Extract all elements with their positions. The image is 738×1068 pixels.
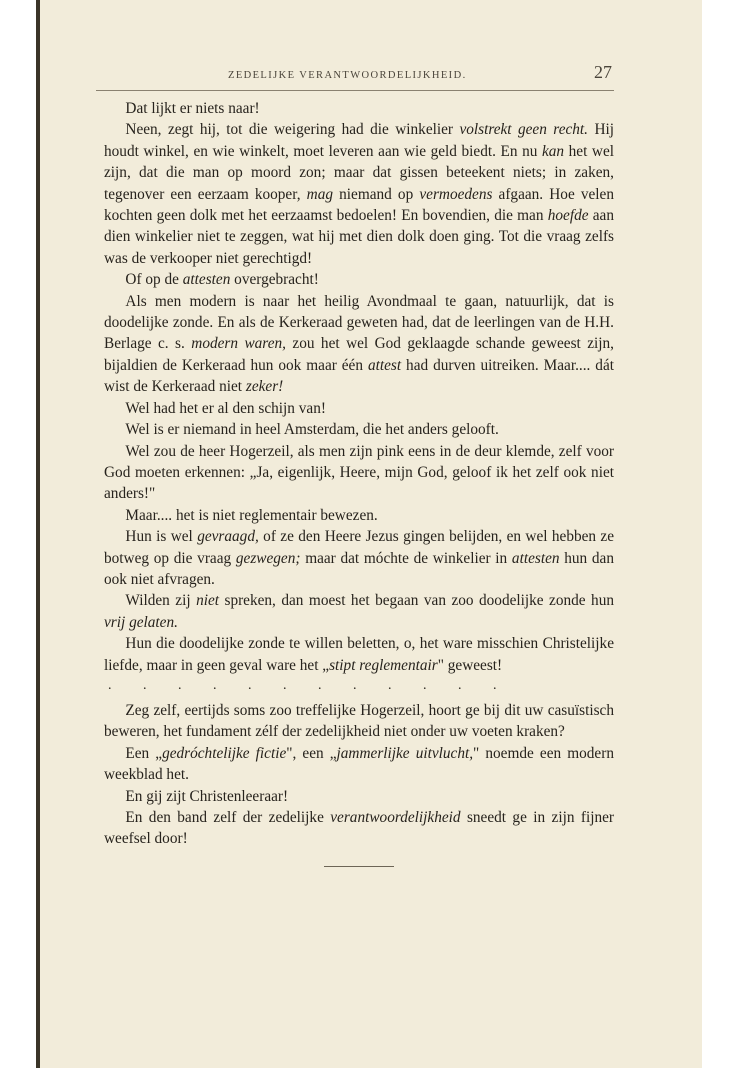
emphasis: gedróchtelijke fictie [162, 744, 287, 762]
emphasis: verantwoordelijkheid [330, 809, 461, 826]
emphasis: vermoedens [419, 185, 493, 203]
emphasis: modern waren, [191, 335, 286, 353]
emphasis: gevraagd, [197, 528, 259, 546]
page-header [104, 60, 614, 88]
emphasis: stipt reglementair [329, 656, 438, 674]
paragraph: Wel zou de heer Hogerzeil, als men zijn pink eens in de deur klemde, zelf voor God moeten erkennen: „Ja, eigenlijk, Heere, mijn God, geloof ik het zelf ook niet anders!" [104, 442, 614, 503]
paragraph [104, 807, 614, 850]
text: En den band zelf der zedelijke [125, 809, 331, 826]
emphasis: mag [306, 185, 334, 203]
paragraph: En gij zijt Christenleeraar! [125, 787, 289, 805]
text: overgebracht! [230, 271, 319, 289]
text: afgaan. Hoe velen kochten geen dolk met het eerzaamst bedoelen! En bovendien, die man [104, 185, 614, 225]
emphasis: attest [367, 356, 402, 374]
text: Of op de [125, 271, 183, 289]
emphasis: niet [196, 592, 220, 610]
end-rule [324, 866, 394, 867]
emphasis: hoefde [547, 207, 589, 225]
text: maar dat móchte de winkelier in [300, 549, 512, 567]
paragraph [104, 291, 614, 398]
text: of ze den Heere Jezus gingen belijden, en wel hebben ze botweg op die vraag [104, 528, 615, 567]
text: sneedt ge in zijn fijner weefsel door! [104, 809, 615, 848]
emphasis: attesten [182, 271, 231, 289]
page-number: 27 [594, 62, 612, 82]
header-rule [96, 90, 614, 91]
text: Hun die doodelijke zonde te willen beletten, o, het ware misschien Christelijke liefde, maar in geen geval ware het „ [104, 635, 614, 674]
paragraph: Dat lijkt er niets naar! [125, 100, 260, 117]
paragraph: Maar.... het is niet reglementair bewezen. [125, 506, 378, 524]
text: hun dan ook niet afvragen. [104, 549, 614, 588]
section-dots: . . . . . . . . . . . . [108, 677, 511, 693]
text: aan dien winkelier niet te zeggen, wat hij met dien dolk doen ging. Tot die vraag zelfs was de verkooper niet gerechtigd! [104, 207, 614, 267]
emphasis: jammerlijke uitvlucht, [336, 744, 474, 762]
running-title: ZEDELIJKE VERANTWOORDELIJKHEID. [228, 70, 467, 81]
paragraph: Zeg zelf, eertijds soms zoo treffelijke Hogerzeil, hoort ge bij dit uw casuïstisch beweren, het fundament zélf der zedelijkheid niet onder uw voeten kraken? [104, 701, 614, 741]
text: Hij houdt winkel, en wie winkelt, moet leveren aan wie geld biedt. En nu [104, 121, 614, 160]
text: had durven uitreiken. Maar.... dát wist de Kerkeraad niet [104, 356, 614, 396]
emphasis: attesten [511, 549, 560, 567]
emphasis: vrij gelaten. [104, 613, 178, 631]
paragraph [104, 269, 614, 290]
page-binding-edge [36, 0, 40, 1068]
text: Neen, zegt hij, tot die weigering had die winkelier [125, 121, 460, 139]
paragraph: Wel had het er al den schijn van! [125, 399, 326, 417]
text: ", een „ [286, 744, 337, 762]
emphasis: volstrekt geen recht. [459, 121, 588, 139]
emphasis: zeker! [245, 378, 284, 396]
page-body [104, 98, 614, 867]
paragraph [104, 633, 614, 676]
text: het wel zijn, dat die man op moord zon; maar dat gissen beteekent niets; in zaken, tegenover een eerzaam kooper, [104, 142, 614, 203]
text: Als men modern is naar het heilig Avondmaal te gaan, natuurlijk, dat is doodelijke zonde. En als de Kerkeraad geweten had, dat de leerlingen van de H.H. Berlage c. s. [104, 292, 614, 353]
text: spreken, dan moest het begaan van zoo doodelijke zonde hun [219, 592, 614, 610]
text: Hun is wel [125, 528, 198, 546]
text: zou het wel God geklaagde schande geweest zijn, bijaldien de Kerkeraad hun ook maar één [104, 335, 614, 374]
book-page [104, 60, 614, 867]
paragraph [104, 590, 614, 633]
text: " noemde een modern weekblad het. [104, 744, 614, 784]
emphasis: kan [541, 142, 565, 160]
text: Wilden zij [125, 592, 197, 610]
paragraph: Wel is er niemand in heel Amsterdam, die het anders gelooft. [125, 421, 499, 439]
paragraph [104, 526, 614, 590]
paragraph [104, 743, 614, 786]
text: niemand op [333, 185, 420, 203]
text: " geweest! [437, 656, 503, 674]
text: Een „ [125, 744, 163, 762]
paragraph [104, 119, 614, 269]
emphasis: gezwegen; [235, 549, 301, 567]
